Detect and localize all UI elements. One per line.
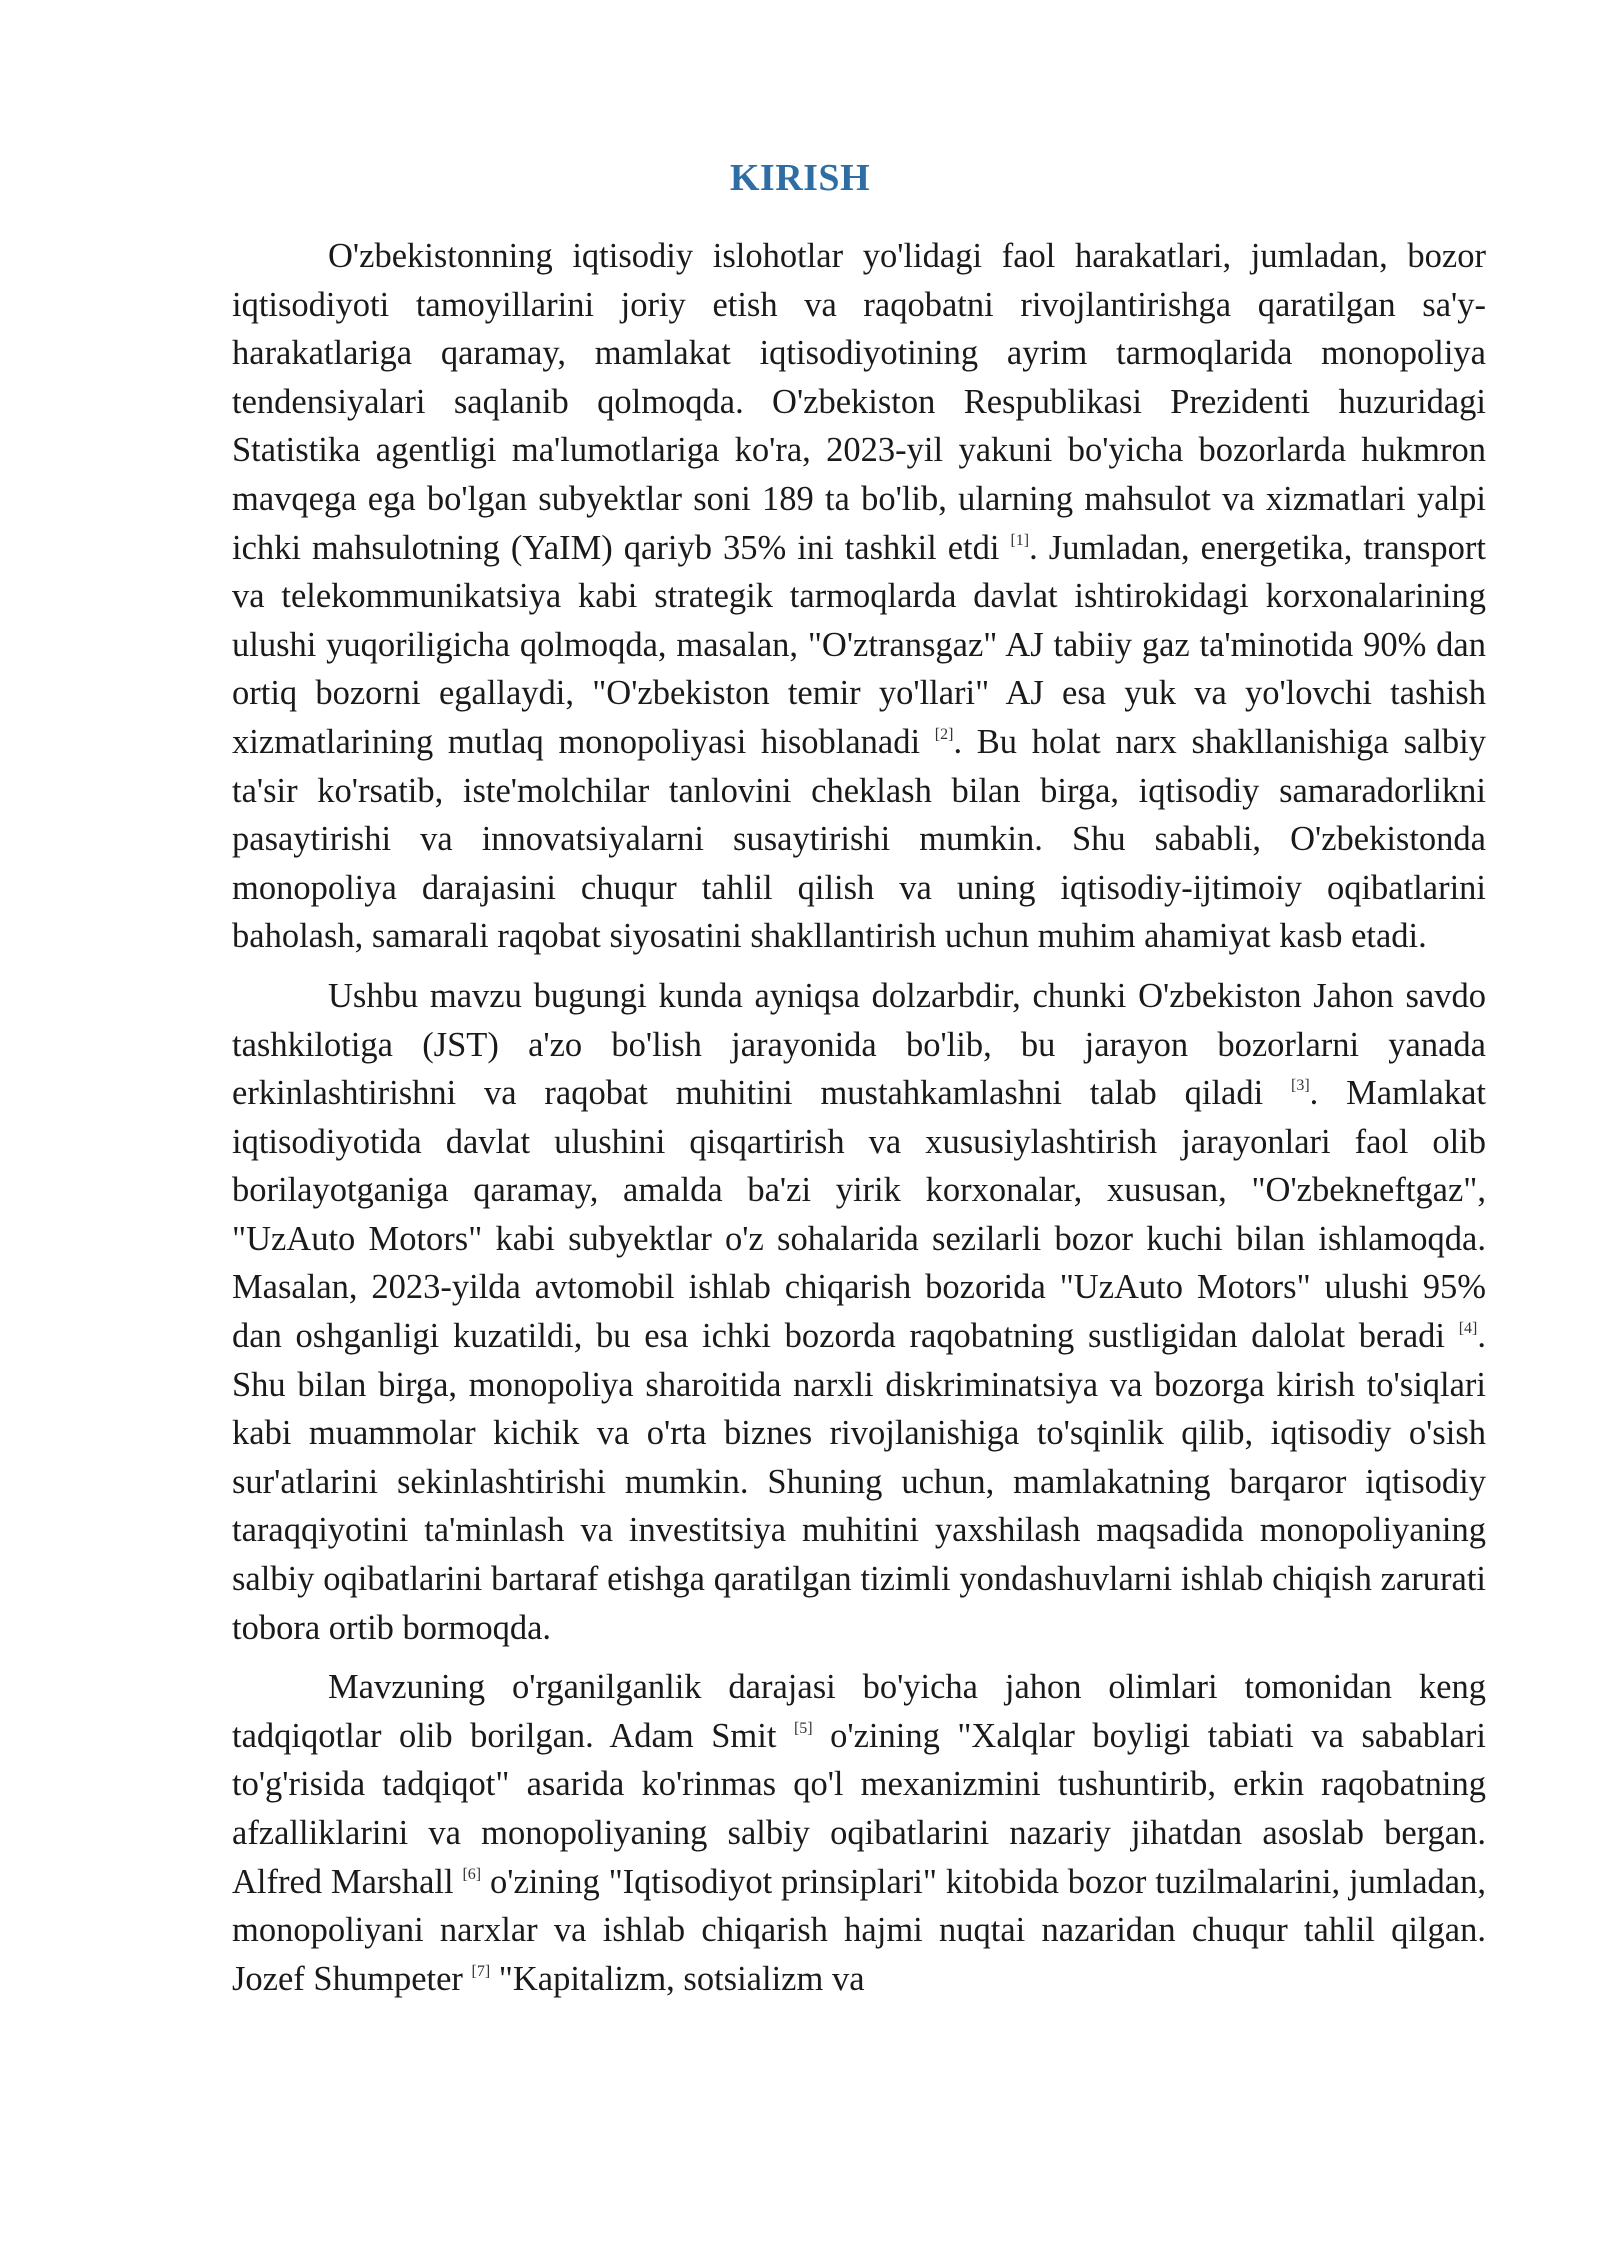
footnote-ref[interactable]: [3] xyxy=(1291,1077,1310,1095)
footnote-ref[interactable]: [5] xyxy=(793,1719,813,1737)
footnote-ref[interactable]: [6] xyxy=(462,1865,482,1883)
paragraph-text: "Kapitalizm, sotsializm va xyxy=(490,1959,865,1998)
footnote-ref[interactable]: [2] xyxy=(934,725,954,743)
paragraph-text: . Mamlakat iqtisodiyotida davlat ulushini qisqartirish va xususiylashtirish jarayonlari faol olib borilayotganiga qaramay, amalda ba'zi yirik korxonalar, xususan, "O'zbekneftgaz", "UzAuto Motors" kabi subyektlar o'z sohalarida sezilarli bozor kuchi bilan ishlamoqda. Masalan, 2023-yilda avtomobil ishlab chiqarish bozorida "UzAuto Motors" ulushi 95% dan oshganligi kuzatildi, bu esa ichki bozorda raqobatning sustligidan dalolat beradi xyxy=(232,1074,1486,1356)
paragraph-text: o'zining "Iqtisodiyot prinsiplari" kitobida bozor tuzilmalarini, jumladan, monopoliyani narxlar va ishlab chiqarish hajmi nuqtai nazaridan chuqur tahlil qilgan. Jozef Shumpeter xyxy=(232,1862,1486,1998)
paragraph-text: o'zining "Xalqlar boyligi tabiati va sabablari to'g'risida tadqiqot" asarida ko'rinmas qo'l mexanizmini tushuntirib, erkin raqobatning afzalliklarini va monopoliyaning salbiy oqibatlarini nazariy jihatdan asoslab bergan. Alfred Marshall xyxy=(232,1716,1487,1901)
paragraph-text: . Shu bilan birga, monopoliya sharoitida narxli diskriminatsiya va bozorga kirish to'siqlari kabi muammolar kichik va o'rta biznes rivojlanishiga to'sqinlik qilib, iqtisodiy o'sish sur'atlarini sekinlashtirishi mumkin. Shuning uchun, mamlakatning barqaror iqtisodiy taraqqiyotini ta'minlash va investitsiya muhitini yaxshilash maqsadida monopoliyaning salbiy oqibatlarini bartaraf etishga qaratilgan tizimli yondashuvlarni ishlab chiqish zarurati tobora ortib bormoqda. xyxy=(232,1317,1486,1647)
footnote-ref[interactable]: [1] xyxy=(1010,531,1030,549)
footnote-ref[interactable]: [7] xyxy=(471,1962,491,1980)
paragraph-text: . Bu holat narx shakllanishiga salbiy ta'sir ko'rsatib, iste'molchilar tanlovini cheklash bilan birga, iqtisodiy samaradorlikni pasaytirishi va innovatsiyalarni susaytirishi mumkin. Shu sababli, O'zbekistonda monopoliya darajasini chuqur tahlil qilish va uning iqtisodiy-ijtimoiy oqibatlarini baholash, samarali raqobat siyosatini shakllantirish uchun muhim ahamiyat kasb etadi. xyxy=(232,722,1486,956)
paragraph-2 xyxy=(232,972,1486,1652)
footnote-ref[interactable]: [4] xyxy=(1458,1320,1478,1338)
paragraph-3 xyxy=(232,1663,1486,2003)
paragraph-text: Ushbu mavzu bugungi kunda ayniqsa dolzarbdir, chunki O'zbekiston Jahon savdo tashkilotiga (JST) a'zo bo'lish jarayonida bo'lib, bu jarayon bozorlarni yanada erkinlashtirishni va raqobat muhitini mustahkamlashni talab qiladi xyxy=(232,976,1486,1113)
body-text xyxy=(232,232,1486,2014)
paragraph-1 xyxy=(232,232,1486,961)
paragraph-text: . Jumladan, energetika, transport va telekommunikatsiya kabi strategik tarmoqlarda davlat ishtirokidagi korxonalarining ulushi yuqoriligicha qolmoqda, masalan, "O'ztransgaz" AJ tabiiy gaz ta'minotida 90% dan ortiq bozorni egallaydi, "O'zbekiston temir yo'llari" AJ esa yuk va yo'lovchi tashish xizmatlarining mutlaq monopoliyasi hisoblanadi xyxy=(232,528,1486,761)
section-heading: KIRISH xyxy=(729,157,871,199)
paragraph-text: Mavzuning o'rganilganlik darajasi bo'yicha jahon olimlari tomonidan keng tadqiqotlar olib borilgan. Adam Smit xyxy=(232,1668,1486,1755)
paragraph-text: O'zbekistonning iqtisodiy islohotlar yo'lidagi faol harakatlari, jumladan, bozor iqtisodiyoti tamoyillarini joriy etish va raqobatni rivojlantirishga qaratilgan sa'y-harakatlariga qaramay, mamlakat iqtisodiyotining ayrim tarmoqlarida monopoliya tendensiyalari saqlanib qolmoqda. O'zbekiston Respublikasi Prezidenti huzuridagi Statistika agentligi ma'lumotlariga ko'ra, 2023-yil yakuni bo'yicha bozorlarda hukmron mavqega ega bo'lgan subyektlar soni 189 ta bo'lib, ularning mahsulot va xizmatlari yalpi ichki mahsulotning (YaIM) qariyb 35% ini tashkil etdi xyxy=(232,237,1486,567)
